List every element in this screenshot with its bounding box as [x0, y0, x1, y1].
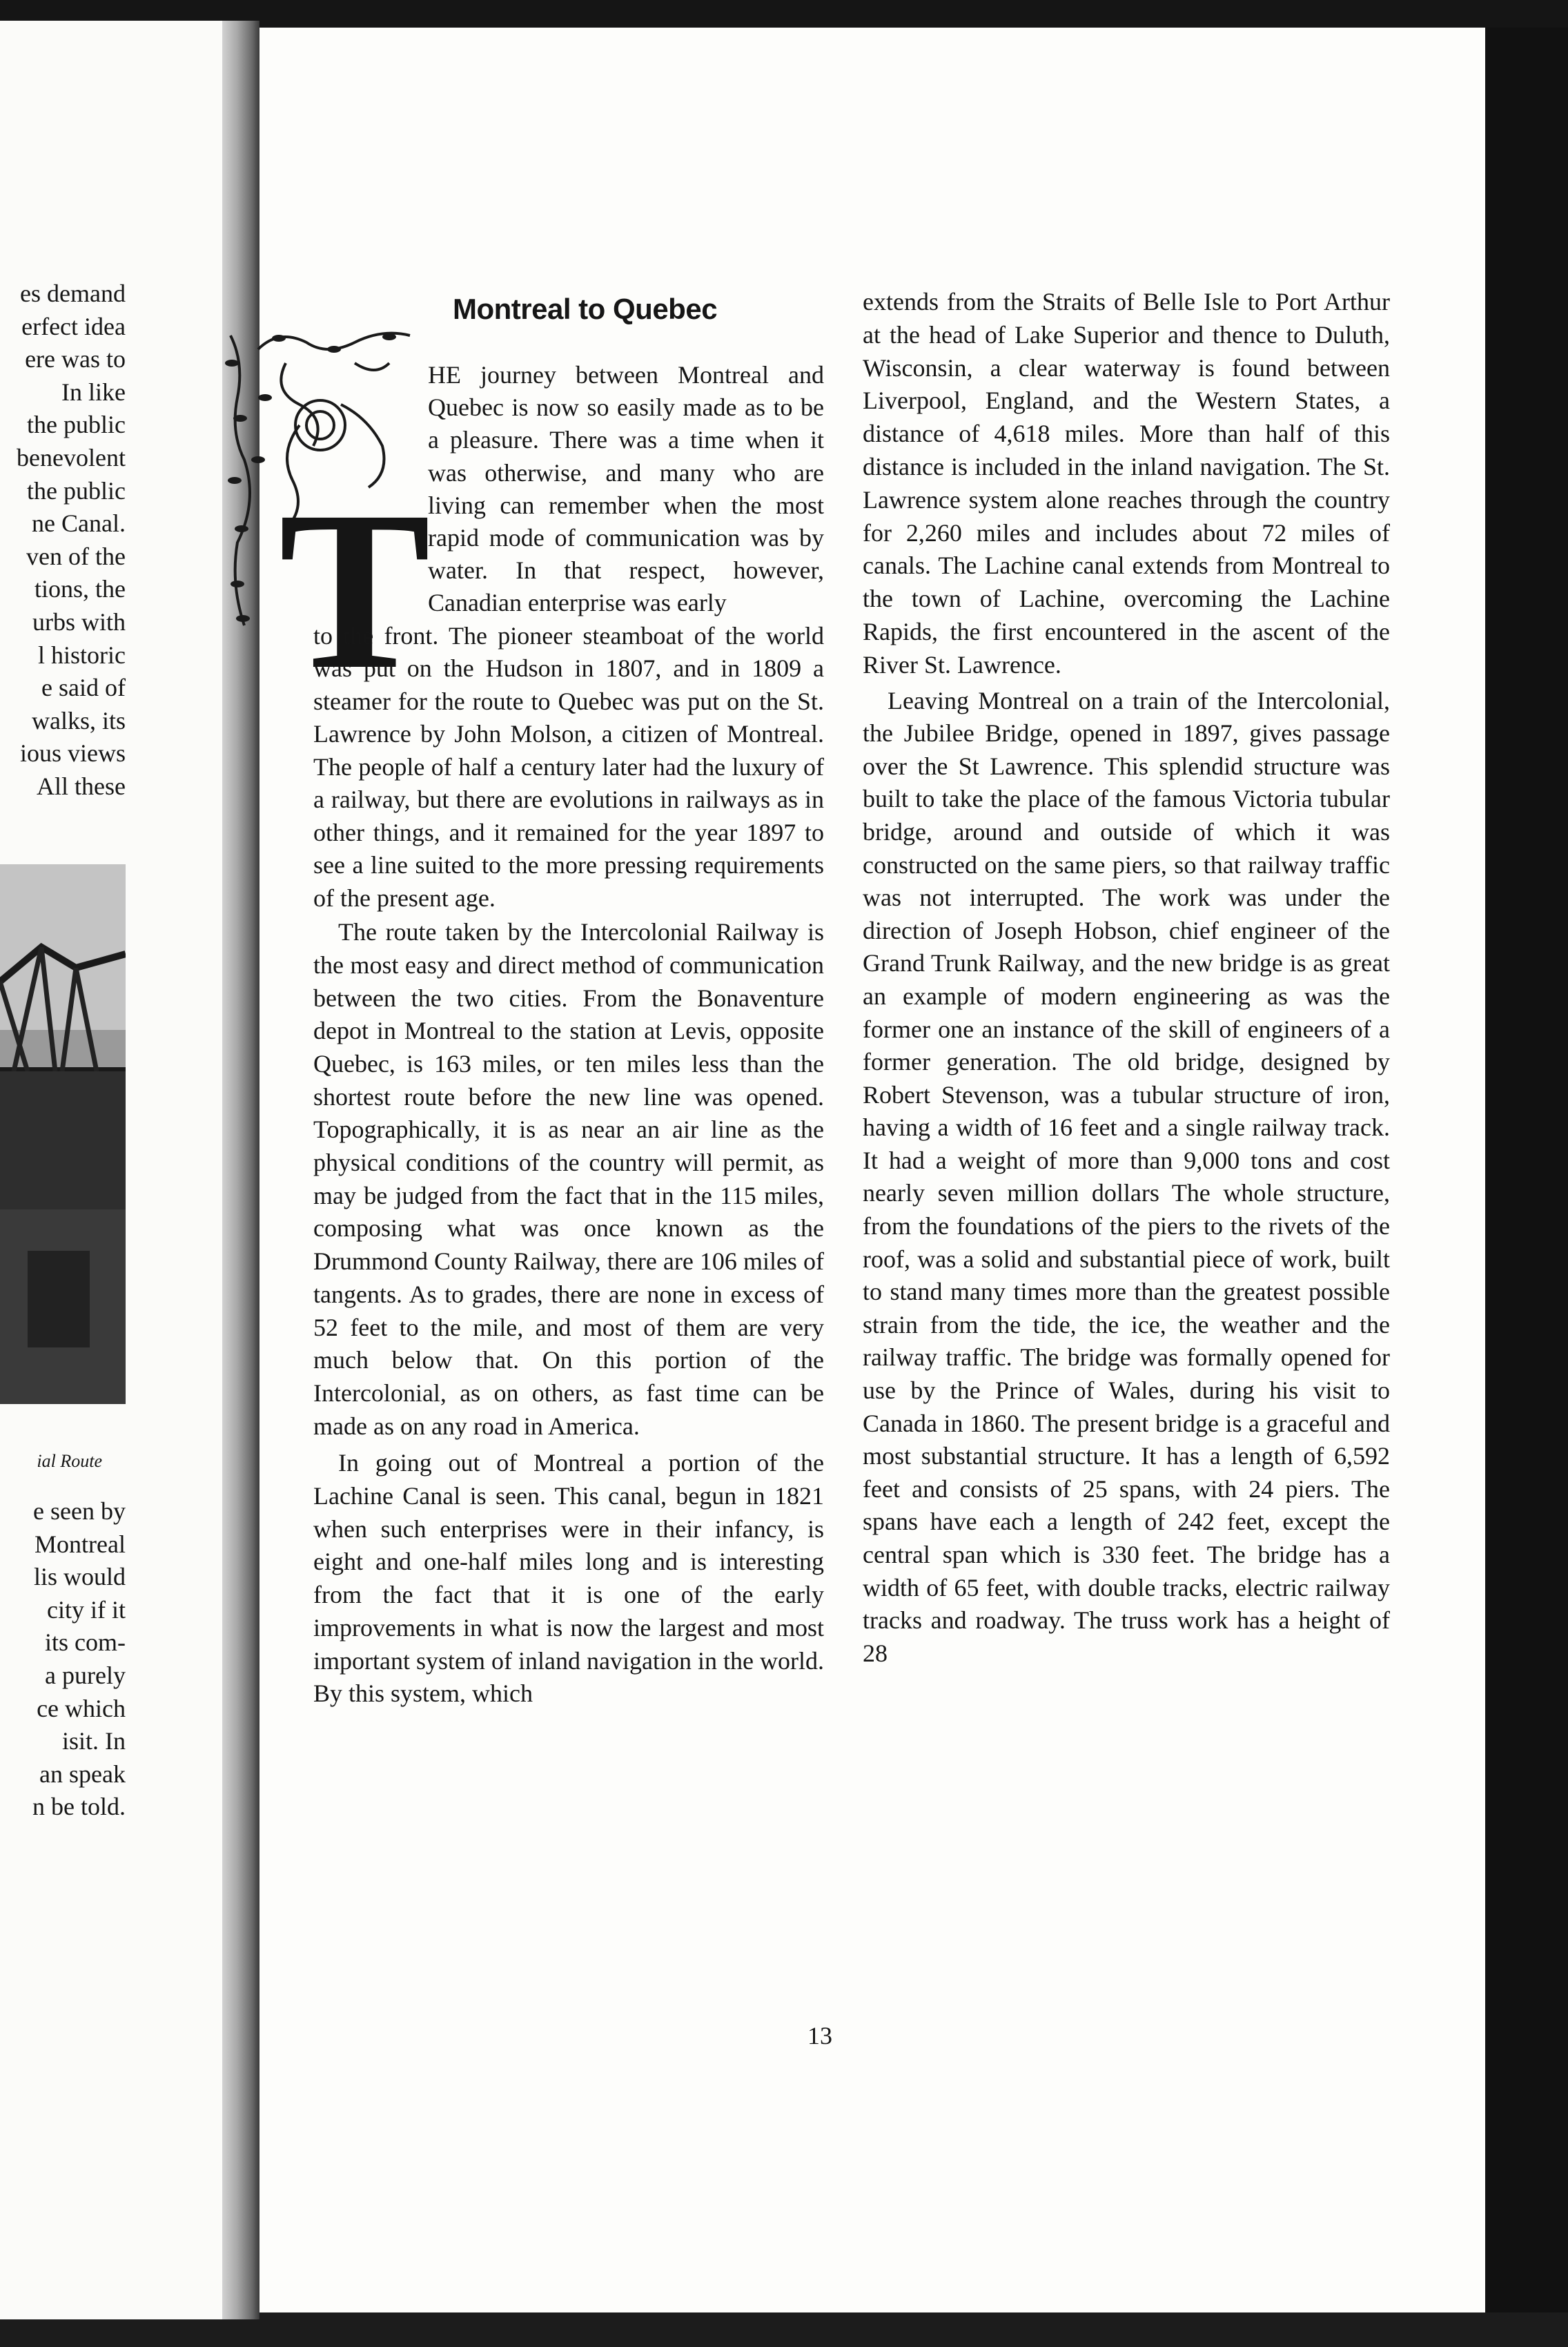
paragraph-5: Leaving Montreal on a train of the Intercolonial, the Jubilee Bridge, opened in 1897, gives passage over the St Lawrence. This splendid structure was built to take the place of the famous Victoria tubular bridge, around and outside of which it was constructed on the same piers, so that railway traffic was not interrupted. The work was under the direction of Joseph Hobson, chief engineer of the Grand Trunk Railway, and the new bridge is as great an example of modern engineering as was the former one an instance of the skill of engineers of a former generation. The old bridge, designed by Robert Stevenson, was a tubular structure of iron, having a width of 16 feet and a single railway track. It had a weight of more than 9,000 tons and cost nearly seven million dollars The whole structure, from the foundations of the piers to the rivets of the roof, was a solid and substantial piece of work, built to stand many times more than the greatest possible strain from the tide, the ice, the weather and the railway traffic. The bridge was formally opened for use by the Prince of Wales, during his visit to Canada in 1860. The present bridge is a graceful and most substantial structure. It has a length of 6,592 feet and consists of 25 spans, with 24 piers. The spans have each a length of 242 feet, except the central span which is 330 feet. The bridge has a width of 65 feet, with double tracks, electric railway tracks and roadway. The truss work has a height of 28: [863, 686, 1390, 1667]
paragraph-3: In going out of Montreal a portion of the Lachine Canal is seen. This canal, begun in 1821 when such enterprises were in their infancy, is eight and one-half miles long and is interesting from the fact that it is one of the early improvements in what is now the largest and most important system of inland navigation in the world. By this system, which: [313, 1449, 824, 1708]
paragraph-2: The route taken by the Intercolonial Railway is the most easy and direct method of communication between the two cities. From the Bonaventure depot in Montreal to the station at Levis, opposite Quebec, is 163 miles, or ten miles less than the shortest route before the new line was opened. Topographically, it is as near an air line as the physical conditions of the country will permit, as may be judged from the fact that in the 115 miles, composing what was once known as the Drummond County Railway, there are 106 miles of tangents. As to grades, there are none in excess of 52 feet to the mile, and most of them are very much below that. On this portion of the Intercolonial, as on others, as fast time can be made as on any road in America.: [313, 918, 824, 1440]
bridge-photo-fragment: [0, 864, 126, 1404]
drop-cap-letter: T: [279, 465, 431, 708]
paragraph-4: extends from the Straits of Belle Isle to Port Arthur at the head of Lake Superior and thence to Duluth, Wisconsin, a clear waterway is found between Liverpool, England, and the Western States, a distance of 4,618 miles. More than half of this distance is included in the inland navigation. The St. Lawrence system alone reaches through the country for 2,260 miles and includes about 72 miles of canals. The Lachine canal extends from Montreal to the town of Lachine, overcoming the Lachine Rapids, the first encountered in the ascent of the River St. Lawrence.: [863, 288, 1390, 679]
scan-right-border: [1485, 28, 1568, 2312]
left-photo-caption: ial Route: [37, 1451, 102, 1471]
article-title: Montreal to Quebec: [453, 293, 718, 326]
left-facing-page: [0, 21, 222, 2319]
article-column-2: [863, 286, 1390, 1670]
left-page-text-lower: e seen by Montreal lis would city if it its com- a purely ce which isit. In an speak n be told.: [32, 1497, 126, 1821]
article-column-1: [313, 359, 824, 1711]
left-page-text-upper: es demand erfect idea ere was to In like the public benevolent the public ne Canal. ven of the tions, the urbs with l historic e said of walks, its ious views All these: [17, 280, 126, 800]
paragraph-1-tail: to the front. The pioneer steamboat of the world was put on the Hudson in 1807, and in 1809 a steamer for the route to Quebec was put on the St. Lawrence by John Molson, a citizen of Montreal. The people of half a century later had the luxury of a railway, but there are evolutions in railways as in other things, and it remained for the year 1897 to see a line suited to the more pressing requirements of the present age.: [313, 621, 824, 912]
paragraph-1-head: HE journey between Montreal and Quebec is now so easily made as to be a pleasure. There was a time when it was otherwise, and many who are living can remember when the most rapid mode of communication was by water. In that respect, however, Canadian enterprise was early: [428, 361, 824, 617]
page-number: 13: [807, 2022, 832, 2049]
